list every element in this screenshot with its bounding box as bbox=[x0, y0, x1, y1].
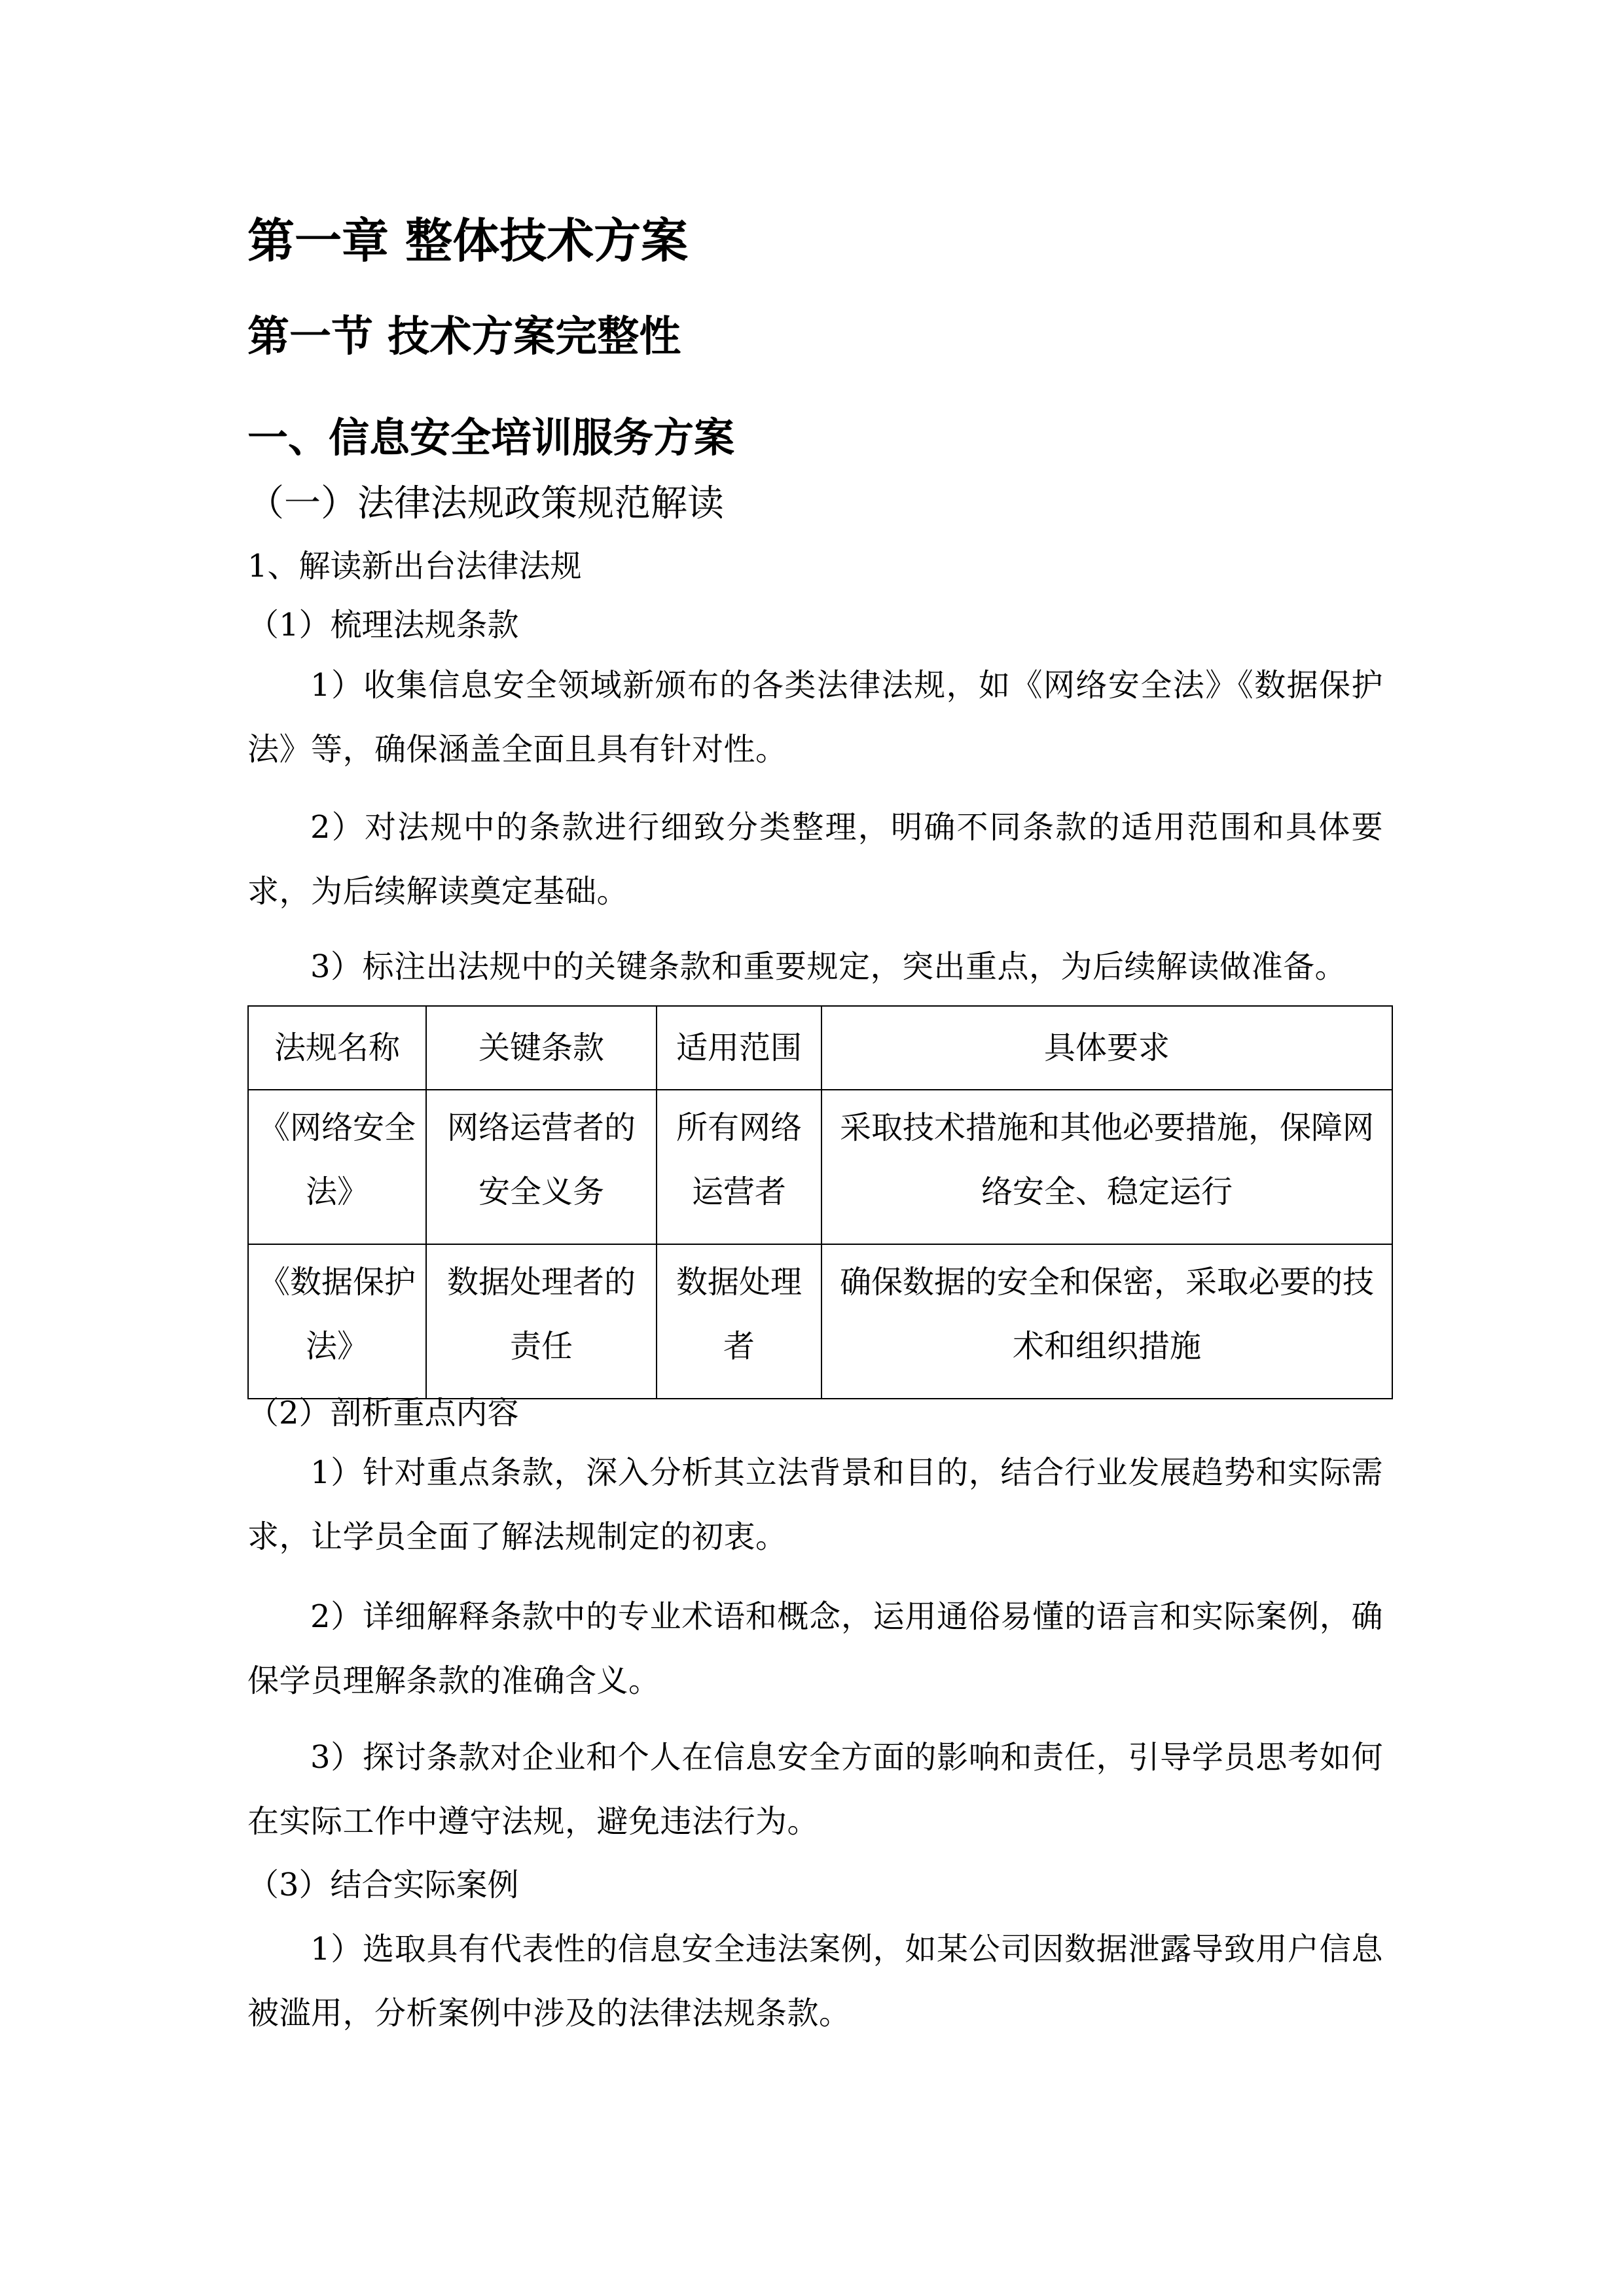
table-row bbox=[248, 1244, 1392, 1399]
subsection-2-paragraph-2: 2）详细解释条款中的专业术语和概念，运用通俗易懂的语言和实际案例，确保学员理解条款的准确含义。 bbox=[247, 1598, 1383, 1699]
subsection-1-title: （1）梳理法规条款 bbox=[247, 607, 519, 643]
table-header-cell: 适用范围 bbox=[657, 1006, 821, 1090]
subsection-2-title: （2）剖析重点内容 bbox=[247, 1395, 519, 1431]
table-cell: 采取技术措施和其他必要措施，保障网络安全、稳定运行 bbox=[821, 1090, 1392, 1244]
item-title: 1、解读新出台法律法规 bbox=[247, 548, 582, 584]
table-cell: 数据处理者 bbox=[657, 1244, 821, 1399]
table-cell: 《数据保护法》 bbox=[248, 1244, 426, 1399]
chapter-title: 第一章 整体技术方案 bbox=[247, 213, 689, 268]
subsection-3-paragraph-1: 1）选取具有代表性的信息安全违法案例，如某公司因数据泄露导致用户信息被滥用，分析案例中涉及的法律法规条款。 bbox=[247, 1931, 1383, 2032]
table-header-cell: 关键条款 bbox=[426, 1006, 657, 1090]
table-row bbox=[248, 1090, 1392, 1244]
subsection-2-paragraph-1: 1）针对重点条款，深入分析其立法背景和目的，结合行业发展趋势和实际需求，让学员全面了解法规制定的初衷。 bbox=[247, 1454, 1383, 1555]
table-header-cell: 法规名称 bbox=[248, 1006, 426, 1090]
table-cell: 网络运营者的安全义务 bbox=[426, 1090, 657, 1244]
regulation-table bbox=[247, 1005, 1393, 1399]
table-cell: 数据处理者的责任 bbox=[426, 1244, 657, 1399]
part-title: 一、信息安全培训服务方案 bbox=[247, 414, 735, 461]
subsection-2-paragraph-3: 3）探讨条款对企业和个人在信息安全方面的影响和责任，引导学员思考如何在实际工作中遵守法规，避免违法行为。 bbox=[247, 1739, 1383, 1840]
subsection-3-title: （3）结合实际案例 bbox=[247, 1867, 519, 1903]
table-cell: 《网络安全法》 bbox=[248, 1090, 426, 1244]
table-header-cell: 具体要求 bbox=[821, 1006, 1392, 1090]
table-header-row bbox=[248, 1006, 1392, 1090]
table-cell: 确保数据的安全和保密，采取必要的技术和组织措施 bbox=[821, 1244, 1392, 1399]
table-cell: 所有网络运营者 bbox=[657, 1090, 821, 1244]
section-title: 第一节 技术方案完整性 bbox=[247, 312, 681, 361]
subsection-1-paragraph-3: 3）标注出法规中的关键条款和重要规定，突出重点，为后续解读做准备。 bbox=[310, 948, 1347, 985]
subsection-1-paragraph-1: 1）收集信息安全领域新颁布的各类法律法规，如《网络安全法》《数据保护法》等，确保涵盖全面且具有针对性。 bbox=[247, 667, 1383, 768]
subsection-1-paragraph-2: 2）对法规中的条款进行细致分类整理，明确不同条款的适用范围和具体要求，为后续解读奠定基础。 bbox=[247, 809, 1383, 910]
subpart-title: （一）法律法规政策规范解读 bbox=[247, 482, 724, 525]
